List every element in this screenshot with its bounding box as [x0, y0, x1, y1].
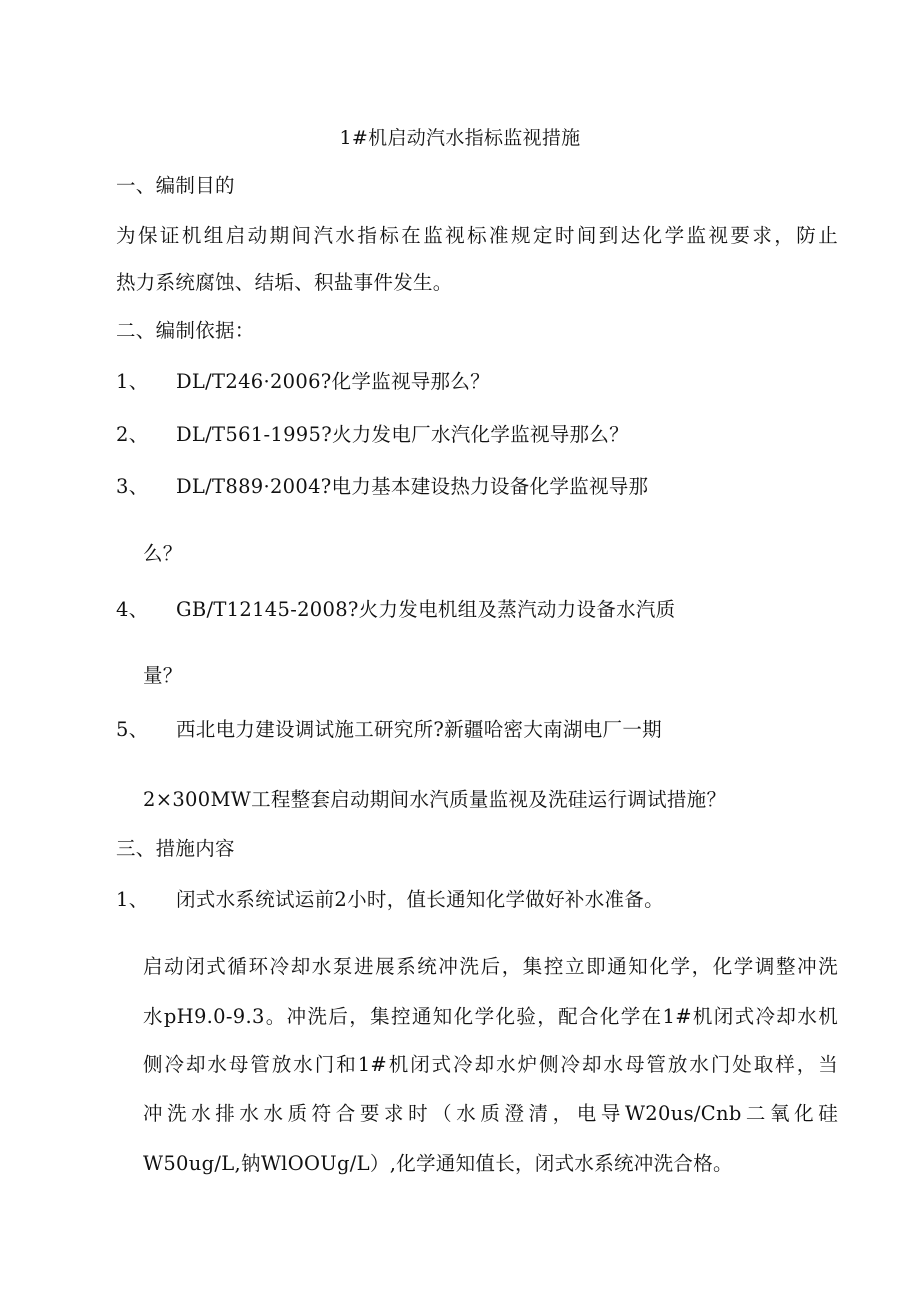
document-title: 1#机启动汽水指标监视措施 [339, 127, 581, 149]
reference-item-3-continuation: 么？ [143, 542, 183, 565]
reference-text: GB/T12145-2008?火力发电机组及蒸汽动力设备水汽质 [176, 598, 676, 621]
reference-number: 3、 [116, 475, 149, 498]
section1-paragraph-line1: 为保证机组启动期间汽水指标在监视标准规定时间到达化学监视要求，防止 [116, 224, 838, 247]
reference-item-4-continuation: 量？ [143, 664, 183, 687]
reference-text: DL/T561-1995?火力发电厂水汽化学监视导那么？ [176, 423, 629, 446]
reference-text: 西北电力建设调试施工研究所?新疆哈密大南湖电厂一期 [176, 718, 662, 741]
reference-text: DL/T889·2004?电力基本建设热力设备化学监视导那 [176, 475, 649, 498]
measure-text: 闭式水系统试运前2小时，值长通知化学做好补水准备。 [176, 888, 664, 911]
reference-number: 4、 [116, 598, 149, 621]
section1-heading: 一、编制目的 [116, 174, 235, 197]
measure-paragraph-line2: 水pH9.0-9.3。冲洗后，集控通知化学化验，配合化学在1#机闭式冷却水机 [143, 1005, 838, 1028]
reference-text: DL/T246·2006?化学监视导那么？ [176, 370, 490, 393]
measure-paragraph-line1: 启动闭式循环冷却水泵进展系统冲洗后，集控立即通知化学，化学调整冲洗 [143, 955, 838, 978]
reference-number: 1、 [116, 370, 149, 393]
measure-paragraph-line5: W50ug∕L,钠WlOOUg/L）,化学通知值长，闭式水系统冲洗合格。 [143, 1152, 733, 1175]
section1-paragraph-line2: 热力系统腐蚀、结垢、积盐事件发生。 [116, 271, 453, 294]
reference-item-5-continuation: 2×300MW工程整套启动期间水汽质量监视及洗硅运行调试措施？ [143, 788, 727, 811]
reference-number: 2、 [116, 423, 149, 446]
measure-paragraph-line4: 冲洗水排水水质符合要求时（水质澄清，电导W20us∕Cnb二氧化硅 [143, 1102, 838, 1125]
measure-number: 1、 [116, 888, 149, 911]
section2-heading: 二、编制依据： [116, 319, 255, 342]
measure-paragraph-line3: 侧冷却水母管放水门和1#机闭式冷却水炉侧冷却水母管放水门处取样，当 [143, 1053, 838, 1076]
reference-number: 5、 [116, 718, 149, 741]
section3-heading: 三、措施内容 [116, 837, 235, 860]
